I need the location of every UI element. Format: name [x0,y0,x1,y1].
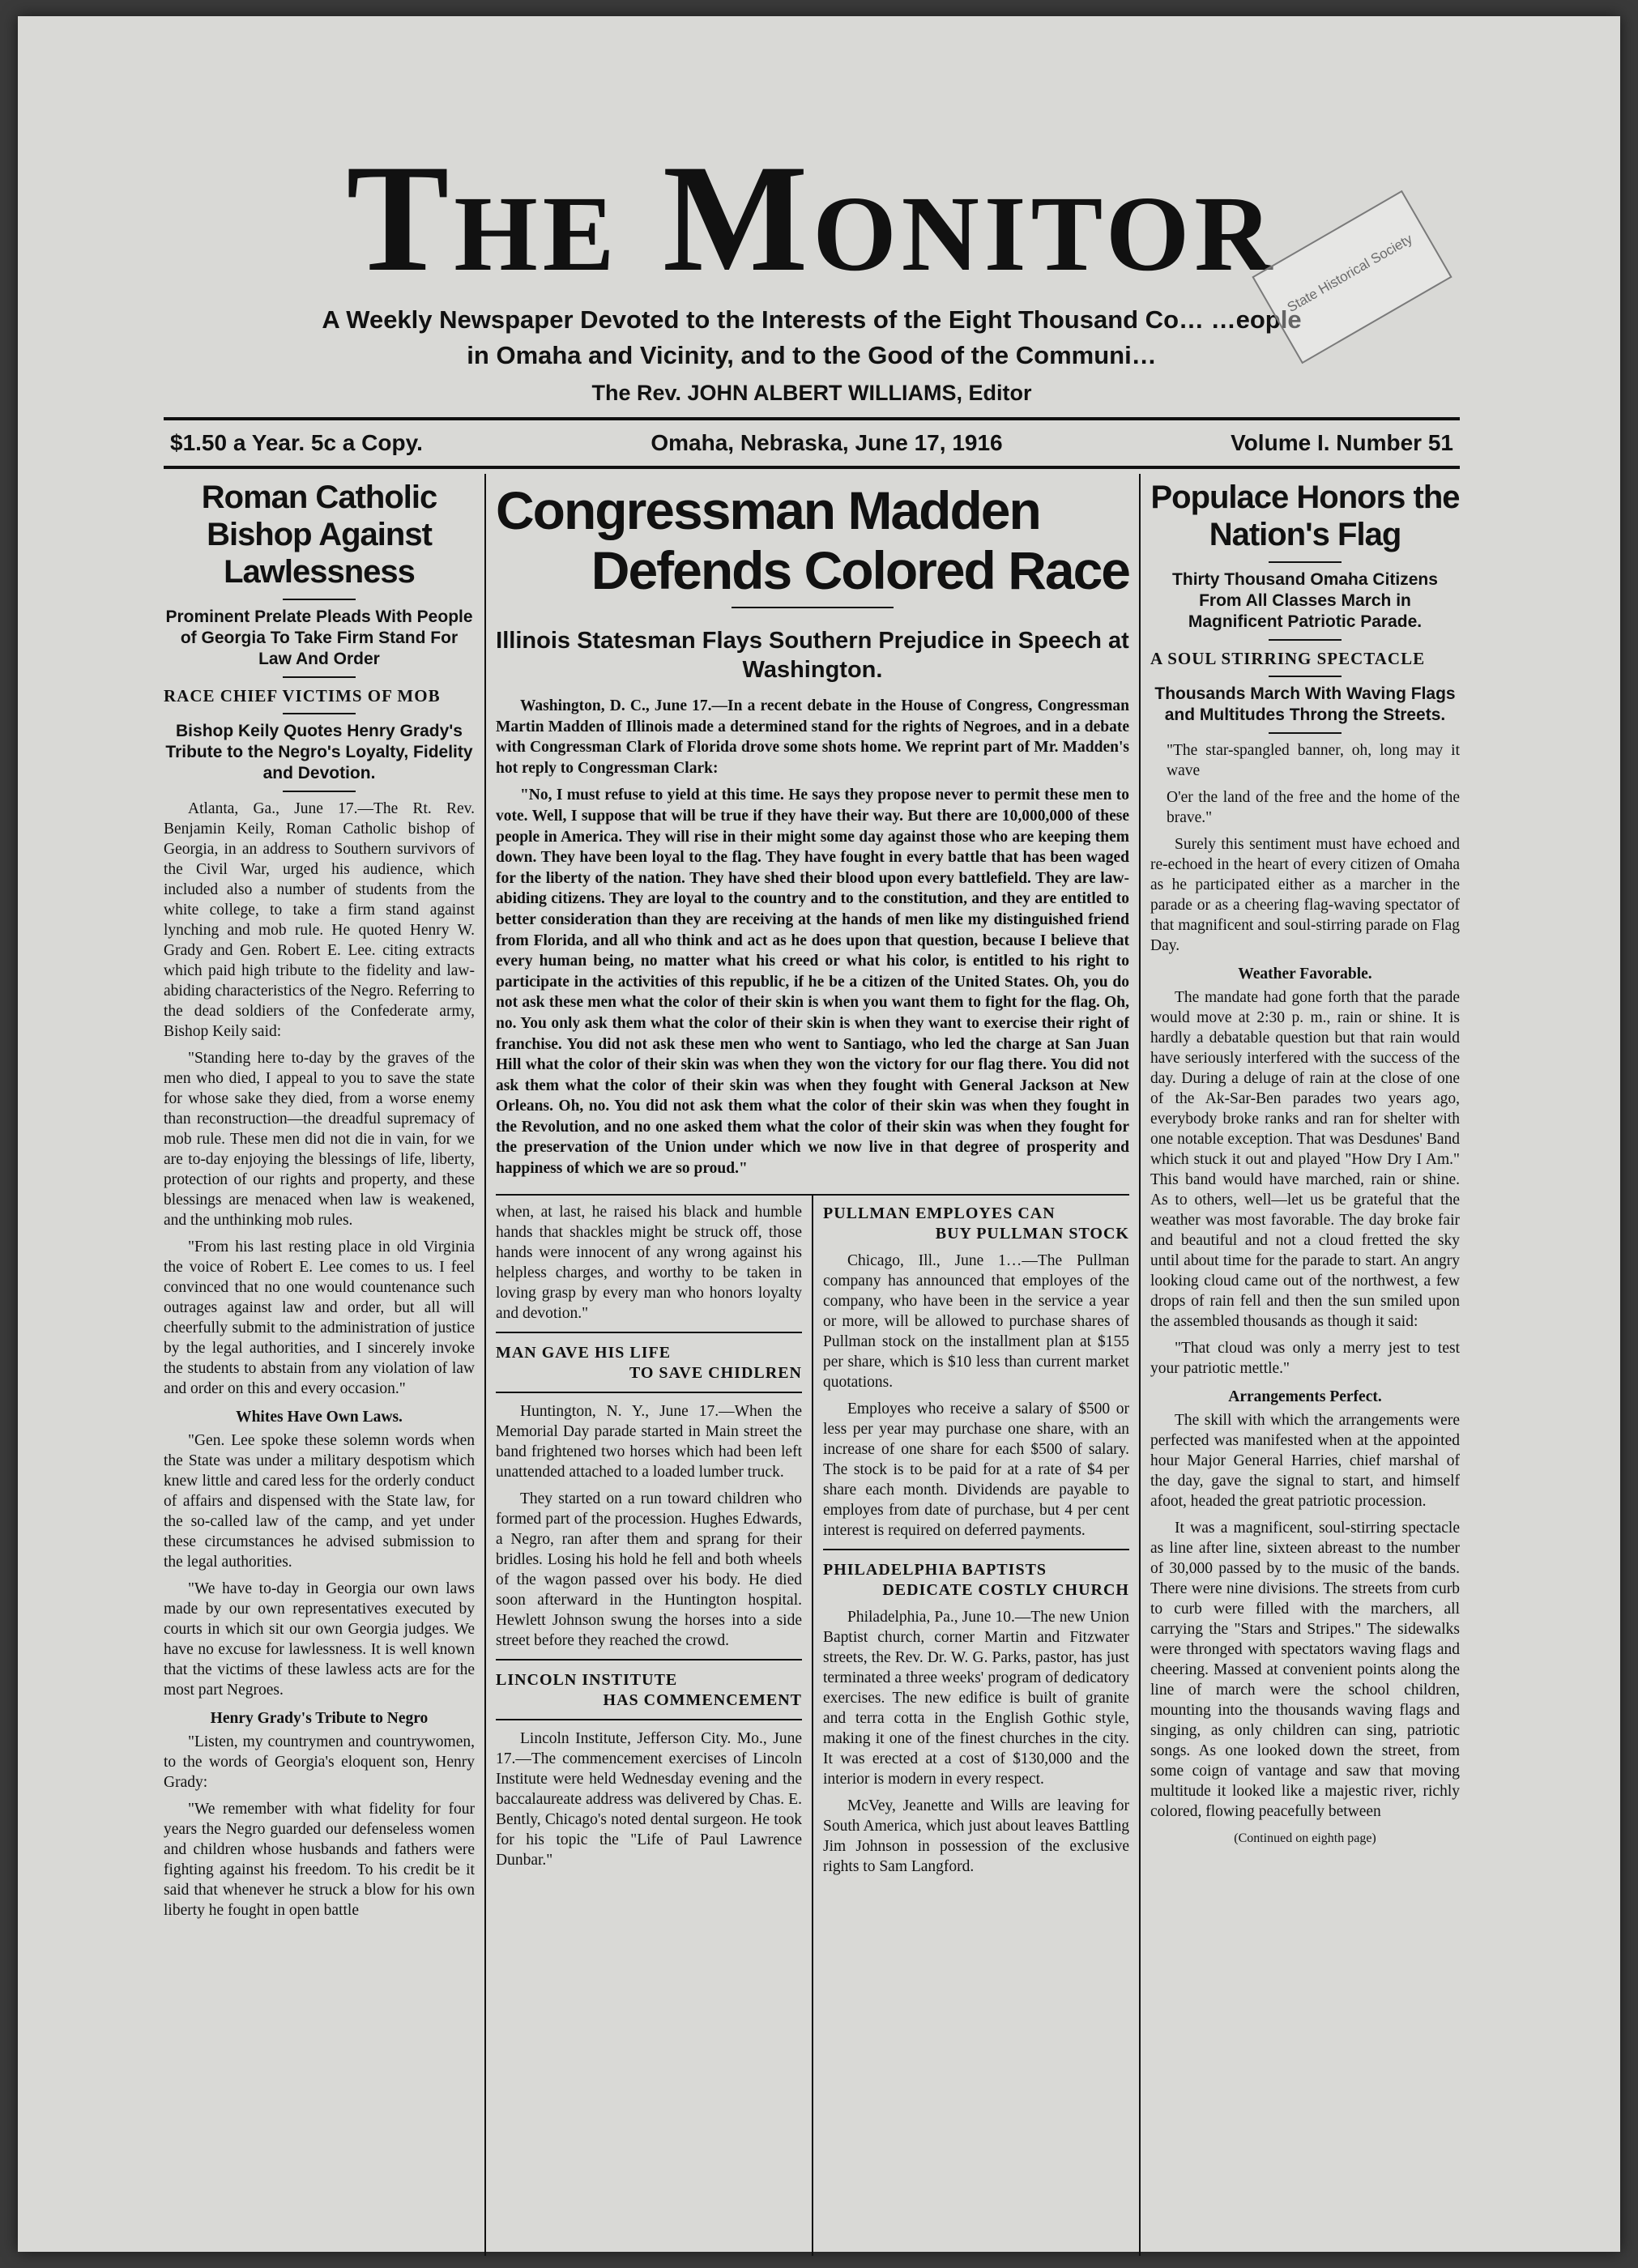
article-paragraph: The skill with which the arrangements were perfected was manifested when at the appointed hour Major General Harries, chief marshal of the day, gave the signal to start, and himself afoot, headed the great patriotic procession. [1150,1412,1460,1510]
bishop-headline: Roman Catholic Bishop Against Lawlessness [201,480,437,590]
bishop-deck: Prominent Prelate Pleads With People of Georgia To Take Firm Stand For Law And Order [165,608,473,668]
dateline-rule [164,466,1460,469]
article-paragraph: Employes who receive a salary of $500 or less per year may purchase one share, with an increase of one share for each $500 of salary. The stock is to be paid for at a rate of $4 per share each month. Dividends are payable to employes from date of purchase, but 4 per cent interest is required on deferred payments. [822,1400,1129,1539]
tagline-line-2: in Omaha and Vicinity, and to the Good of the Communi… [467,341,1157,369]
newspaper-title: The Monitor [346,134,1278,304]
newspaper-sheet [18,16,1620,2252]
article-paragraph: Philadelphia, Pa., June 10.—The new Union Baptist church, corner Martin and Fitzwater streets, the Rev. Dr. W. G. Parks, pastor, has just terminated a three weeks' program of dedicatory exercises. The new edifice is built of granite and terra cotta in the English Gothic style, making it one of the finest churches in the city. It was erected at a cost of $130,000 and the interior is modern in every respect. [822,1608,1129,1788]
flag-headline: Populace Honors the Nation's Flag [1150,480,1460,552]
divider [496,1392,802,1393]
divider [496,1719,802,1720]
article-paragraph: Chicago, Ill., June 1…—The Pullman company has announced that employes of the company, who have been in the service a year or more, will be allowed to purchase shares of Pullman stock on the installment plan at $155 per share, which is $10 less than current market quotations. [822,1251,1129,1391]
flag-caps-head: A SOUL STIRRING SPECTACLE [1150,649,1426,668]
article-paragraph: The mandate had gone forth that the parade would move at 2:30 p. m., rain or shine. It is hardly a debatable question but that rain would have seriously interfered with the success of the day. During a deluge of rain at the close of one of the Ak-Sar-Ben parades two years ago, everybody broke ranks and ran for shelter with one notable exception. That was Desdunes' Band which stuck it out and played "How Dry I Am." This band would have marched, rain or shine. As to others, well—let us be grateful that the weather was most favorable. The day broke fair and beautiful and not a cloud fretted the sky until about time for the parade to start. An angry looking cloud came out of the northwest, a few drops of rain fell and then the sun smiled upon the assembled thousands as though it said: [1150,989,1460,1330]
madden-headline-line-2: Defends Colored Race [591,540,1129,600]
article-paragraph: It was a magnificent, soul-stirring spectacle as line after line, sixteen abreast to the number of 30,000 passed by to the music of the bands. There were nine divisions. The streets from curb to curb were filled with the marchers, all carrying the "Stars and Stripes." The sidewalks were thronged with spectators waving flags and cheering. Massed at convenient points along the line of march were the school children, mounting into the thousands waving flags and singing, as only children can sing, patriotic songs. As one looked down the street, from some coign of vantage and saw that moving multitude it looked like a majestic river, richly colored, flowing peacefully between [1150,1520,1460,1820]
columns [164,474,1460,2256]
column-three [813,1196,1129,2256]
divider [496,1659,802,1660]
article-paragraph: "Listen, my countrymen and countrywomen, to the words of Georgia's eloquent son, Henry Grady: [164,1733,475,1791]
tagline-line-1: A Weekly Newspaper Devoted to the Interests of the Eight Thousand Co… …eople [322,305,1302,334]
divider [823,1549,1129,1550]
headline-line: HAS COMMENCEMENT [603,1690,802,1709]
article-paragraph: "We remember with what fidelity for four years the Negro guarded our defenseless women and children whose husbands and fathers were fighting against his freedom. To his credit be it said that whenever he struck a blow for his own liberty he fought in open battle [164,1801,475,1919]
subheading: Arrangements Perfect. [1228,1388,1382,1405]
verse-line: O'er the land of the free and the home of the brave." [1166,789,1460,826]
pullman-headline [823,1204,1129,1244]
madden-deck: Illinois Statesman Flays Southern Prejudice in Speech at Washington. [496,628,1129,683]
divider [1269,561,1342,563]
divider [1269,639,1342,641]
article-paragraph: Lincoln Institute, Jefferson City. Mo., June 17.—The commencement exercises of Lincoln Institute were held Wednesday evening and the baccalaureate address was delivered by Chas. E. Bently, Chicago's noted dental surgeon. He took for his topic the "Life of Paul Lawrence Dunbar." [495,1729,802,1869]
subheading: Whites Have Own Laws. [236,1409,403,1426]
article-paragraph: "No, I must refuse to yield at this time. He says they propose never to permit these men to vote. Well, I suppose that will be true if they have their way. But there are 10,000,000 of these people in America. They will rise in their might some day against those who are keeping them down. They have been loyal to the flag. They have fought in every battle that has been waged for the liberty of the nation. They have shed their blood upon every battlefield. They are law-abiding citizens. They are loyal to the country and to the constitution, and they are entitled to better consideration than they are receiving at the hands of men like my distinguished friend from Florida, and all who think and act as he does upon that question, because I believe that every human being, no matter what his creed or what his color, is entitled to his right to participate in the activities of this republic, if he be a citizen of the United States. Oh, you do not ask these men what the color of their skin is when you want them to fight for the flag. Oh, no. You only ask them what the color of their skin is when they want to exercise their right of franchise. You did not ask these men who went to Santiago, who led the charge at San Juan Hill what the color of their skin was when they won the victory for our flag there. You did not ask them what the color of their skin was when they fought with General Jackson at New Orleans. Oh, no. You did not ask them what the color of their skin was when they fought in the Revolution, and no one asked them what the color of their skin was when they fought for the preservation of the Union under which we now live in that degree of prosperity and happiness of which we are so proud." [495,787,1129,1178]
lincoln-headline [496,1670,802,1711]
article-paragraph: "Standing here to-day by the graves of the men who died, I appeal to you to save the state for whose sake they died, from a worse enemy than reconstruction—the dreadful supremacy of mob rule. These men did not die in vain, for we are to-day enjoying the blessings of life, liberty, protection of our rights and property, and these blessings are menaced when law is weakened, and the unthinking mob rules. [164,1050,475,1229]
lower-columns [496,1194,1129,2256]
article-paragraph: "That cloud was only a merry jest to test your patriotic mettle." [1150,1340,1460,1377]
continued-note: (Continued on eighth page) [1234,1831,1376,1845]
article-paragraph: when, at last, he raised his black and humble hands that shackles might be struck off, those hands were innocent of any wrong against his helpless charges, and worthy to be taken in loving grasp by every man who honors loyalty and devotion." [495,1203,802,1322]
article-paragraph: Atlanta, Ga., June 17.—The Rt. Rev. Benjamin Keily, Roman Catholic bishop of Georgia, in an address to Southern survivors of the Civil War, urged his audience, which included also a number of students from the white college, to take a firm stand against lynching and mob rule. He quoted Henry W. Grady and Gen. Robert E. Lee. citing extracts which paid high tribute to the fidelity and law-abiding characteristics of the Negro. Referring to the dead soldiers of the Confederate army, Bishop Keily said: [164,800,475,1040]
headline-line: MAN GAVE HIS LIFE [495,1343,672,1362]
flag-deck: Thirty Thousand Omaha Citizens From All Classes March in Magnificent Patriotic Parade. [1172,570,1438,631]
bishop-caps-head: RACE CHIEF VICTIMS OF MOB [164,686,441,706]
headline-line: TO SAVE CHIDLREN [629,1363,802,1382]
divider [283,676,356,678]
price-label: $1.50 a Year. 5c a Copy. [170,430,423,455]
baptists-headline [823,1560,1129,1601]
article-paragraph: Huntington, N. Y., June 17.—When the Memorial Day parade started in Main street the band frightened two horses which had been left unattended attached to a loaded lumber truck. [495,1402,802,1481]
column-bishop [164,474,486,2256]
divider [283,713,356,714]
madden-article [496,696,1129,1186]
verse-line: "The star-spangled banner, oh, long may it wave [1166,742,1460,779]
article-paragraph: "We have to-day in Georgia our own laws made by our own representatives executed by courts in which sit our own Georgia judges. We have no excuse for lawlessness. It is well known that the victims of these lawless acts are for the most part Negroes. [164,1580,475,1699]
madden-headline-line-1: Congressman Madden [495,480,1040,540]
divider [283,599,356,600]
volume-number: Volume I. Number 51 [1231,430,1453,455]
divider [1269,676,1342,677]
article-paragraph: Washington, D. C., June 17.—In a recent debate in the House of Congress, Congressman Martin Madden of Illinois made a determined stand for the rights of Negroes, and in a debate with Congressman Clark of Florida drove some shots home. We reprint part of Mr. Madden's hot reply to Congressman Clark: [495,697,1129,777]
subheading: Weather Favorable. [1238,966,1372,983]
dateline [164,420,1460,466]
headline-line: LINCOLN INSTITUTE [495,1670,678,1689]
madden-headline [496,480,1129,600]
column-two [496,1196,813,2256]
flag-deck-2: Thousands March With Waving Flags and Multitudes Throng the Streets. [1154,684,1456,724]
article-paragraph: They started on a run toward children who formed part of the procession. Hughes Edwards, a Negro, ran after them and sprang for their bridles. Losing his hold he fell and both wheels of the wagon passed over his body. He died soon afterward in the Huntington hospital. Hewlett Johnson swung the horses into a side street before they reached the crowd. [495,1490,802,1649]
library-stamp: State Historical Society [1252,190,1452,364]
headline-line: PULLMAN EMPLOYES CAN [822,1204,1056,1222]
front-page [164,134,1460,2098]
headline-line: PHILADELPHIA BAPTISTS [822,1560,1047,1579]
column-flag [1141,474,1460,2256]
editor-line: The Rev. JOHN ALBERT WILLIAMS, Editor [591,381,1032,405]
article-paragraph: McVey, Jeanette and Wills are leaving for South America, which just about leaves Battling Jim Johnson in possession of the exclusive rights to Sam Langford. [822,1797,1129,1875]
center-block [486,474,1141,2256]
divider [732,607,894,608]
anthem-verse [1150,740,1460,828]
article-paragraph: "From his last resting place in old Virginia the voice of Robert E. Lee comes to us. I feel convinced that no one would countenance such outrages against law and order, but all will cheerfully submit to the administration of justice by the legal authorities, and I sincerely invoke the students to abstain from any violation of law and order on this and every occasion." [164,1238,475,1397]
headline-line: DEDICATE COSTLY CHURCH [882,1580,1129,1599]
subheading: Henry Grady's Tribute to Negro [210,1710,429,1727]
chidlren-headline [496,1343,802,1383]
bishop-deck-2: Bishop Keily Quotes Henry Grady's Tribute to the Negro's Loyalty, Fidelity and Devotion. [165,722,473,782]
headline-line: BUY PULLMAN STOCK [935,1224,1129,1243]
divider [496,1332,802,1333]
article-paragraph: Surely this sentiment must have echoed and re-echoed in the heart of every citizen of Omaha as he participated either as a marcher in the parade or as a cheering flag-waving spectator of that magnificent and soul-stirring parade on Flag Day. [1150,836,1460,954]
article-paragraph: "Gen. Lee spoke these solemn words when the State was under a military despotism which knew little and cared less for the orderly conduct of affairs and dispensed with the State law, for the so-called law of the camp, and yet under these circumstances he advised submission to the legal authorities. [164,1432,475,1571]
divider [1269,732,1342,734]
divider [283,791,356,792]
place-date: Omaha, Nebraska, June 17, 1916 [651,430,1003,455]
